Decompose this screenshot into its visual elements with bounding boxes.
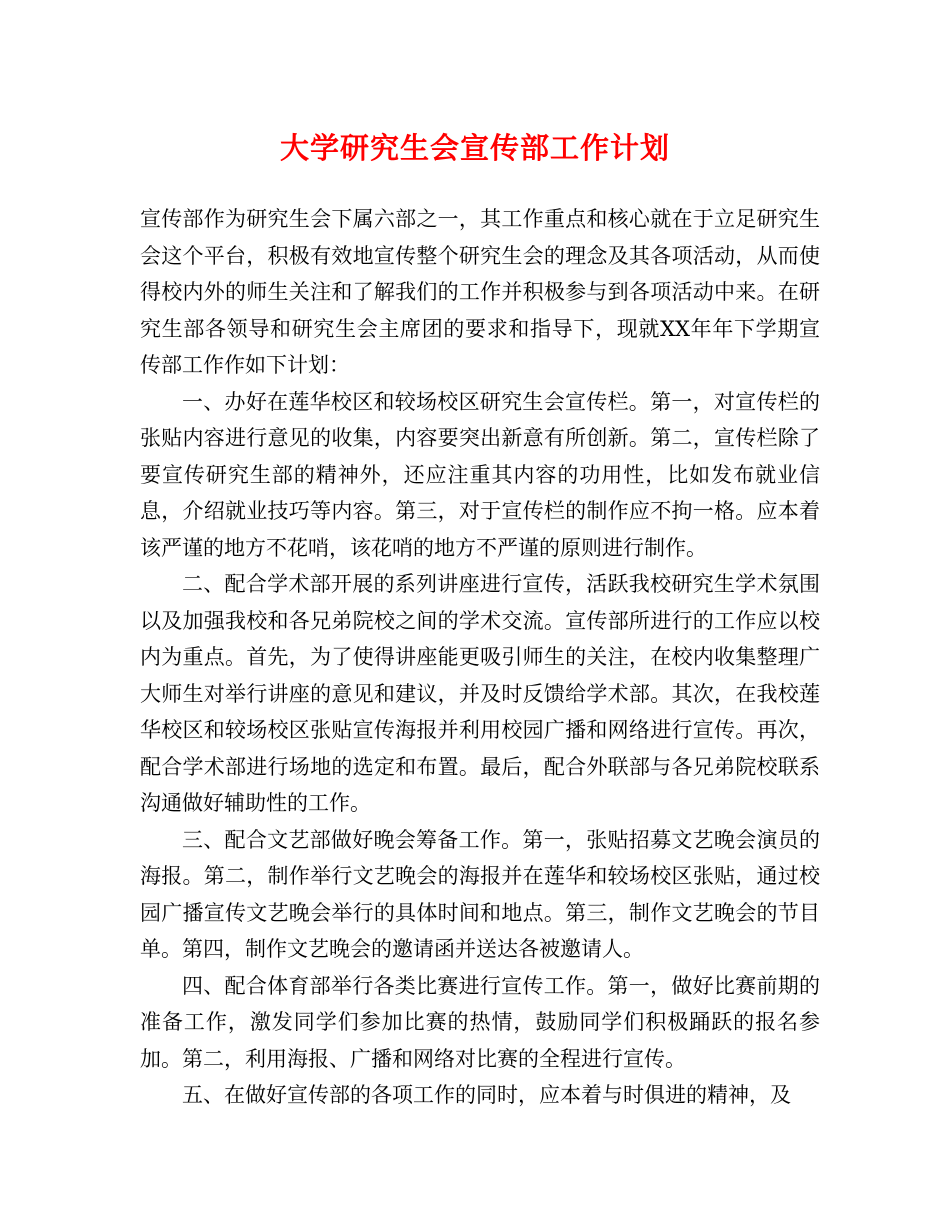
document-body — [140, 201, 820, 1114]
section-five-paragraph: 五、在做好宣传部的各项工作的同时，应本着与时俱进的精神，及 — [182, 1083, 791, 1107]
section-two-paragraph: 二、配合学术部开展的系列讲座进行宣传，活跃我校研究生学术氛围以及加强我校和各兄弟院校之间的学术交流。宣传部所进行的工作应以校内为重点。首先，为了使得讲座能更吸引师生的关注，在校内收集整理广大师生对举行讲座的意见和建议，并及时反馈给学术部。其次，在我校莲华校区和较场校区张贴宣传海报并利用校园广播和网络进行宣传。再次，配合学术部进行场地的选定和布置。最后，配合外联部与各兄弟院校联系沟通做好辅助性的工作。 — [140, 572, 820, 815]
section-one-paragraph: 一、办好在莲华校区和较场校区研究生会宣传栏。第一，对宣传栏的张贴内容进行意见的收集，内容要突出新意有所创新。第二，宣传栏除了要宣传研究生部的精神外，还应注重其内容的功用性，比如发布就业信息，介绍就业技巧等内容。第三，对于宣传栏的制作应不拘一格。应本着该严谨的地方不花哨，该花哨的地方不严谨的原则进行制作。 — [140, 389, 820, 560]
document-title: 大学研究生会宣传部工作计划 — [279, 131, 670, 165]
section-four-paragraph: 四、配合体育部举行各类比赛进行宣传工作。第一，做好比赛前期的准备工作，激发同学们参加比赛的热情，鼓励同学们积极踊跃的报名参加。第二，利用海报、广播和网络对比赛的全程进行宣传。 — [140, 973, 820, 1071]
section-three-paragraph: 三、配合文艺部做好晚会筹备工作。第一，张贴招募文艺晚会演员的海报。第二，制作举行文艺晚会的海报并在莲华和较场校区张贴，通过校园广播宣传文艺晚会举行的具体时间和地点。第三，制作文艺晚会的节目单。第四，制作文艺晚会的邀请函并送达各被邀请人。 — [140, 827, 820, 961]
intro-paragraph: 宣传部作为研究生会下属六部之一，其工作重点和核心就在于立足研究生会这个平台，积极有效地宣传整个研究生会的理念及其各项活动，从而使得校内外的师生关注和了解我们的工作并积极参与到各项活动中来。在研究生部各领导和研究生会主席团的要求和指导下，现就XX年年下学期宣传部工作作如下计划： — [140, 207, 820, 377]
